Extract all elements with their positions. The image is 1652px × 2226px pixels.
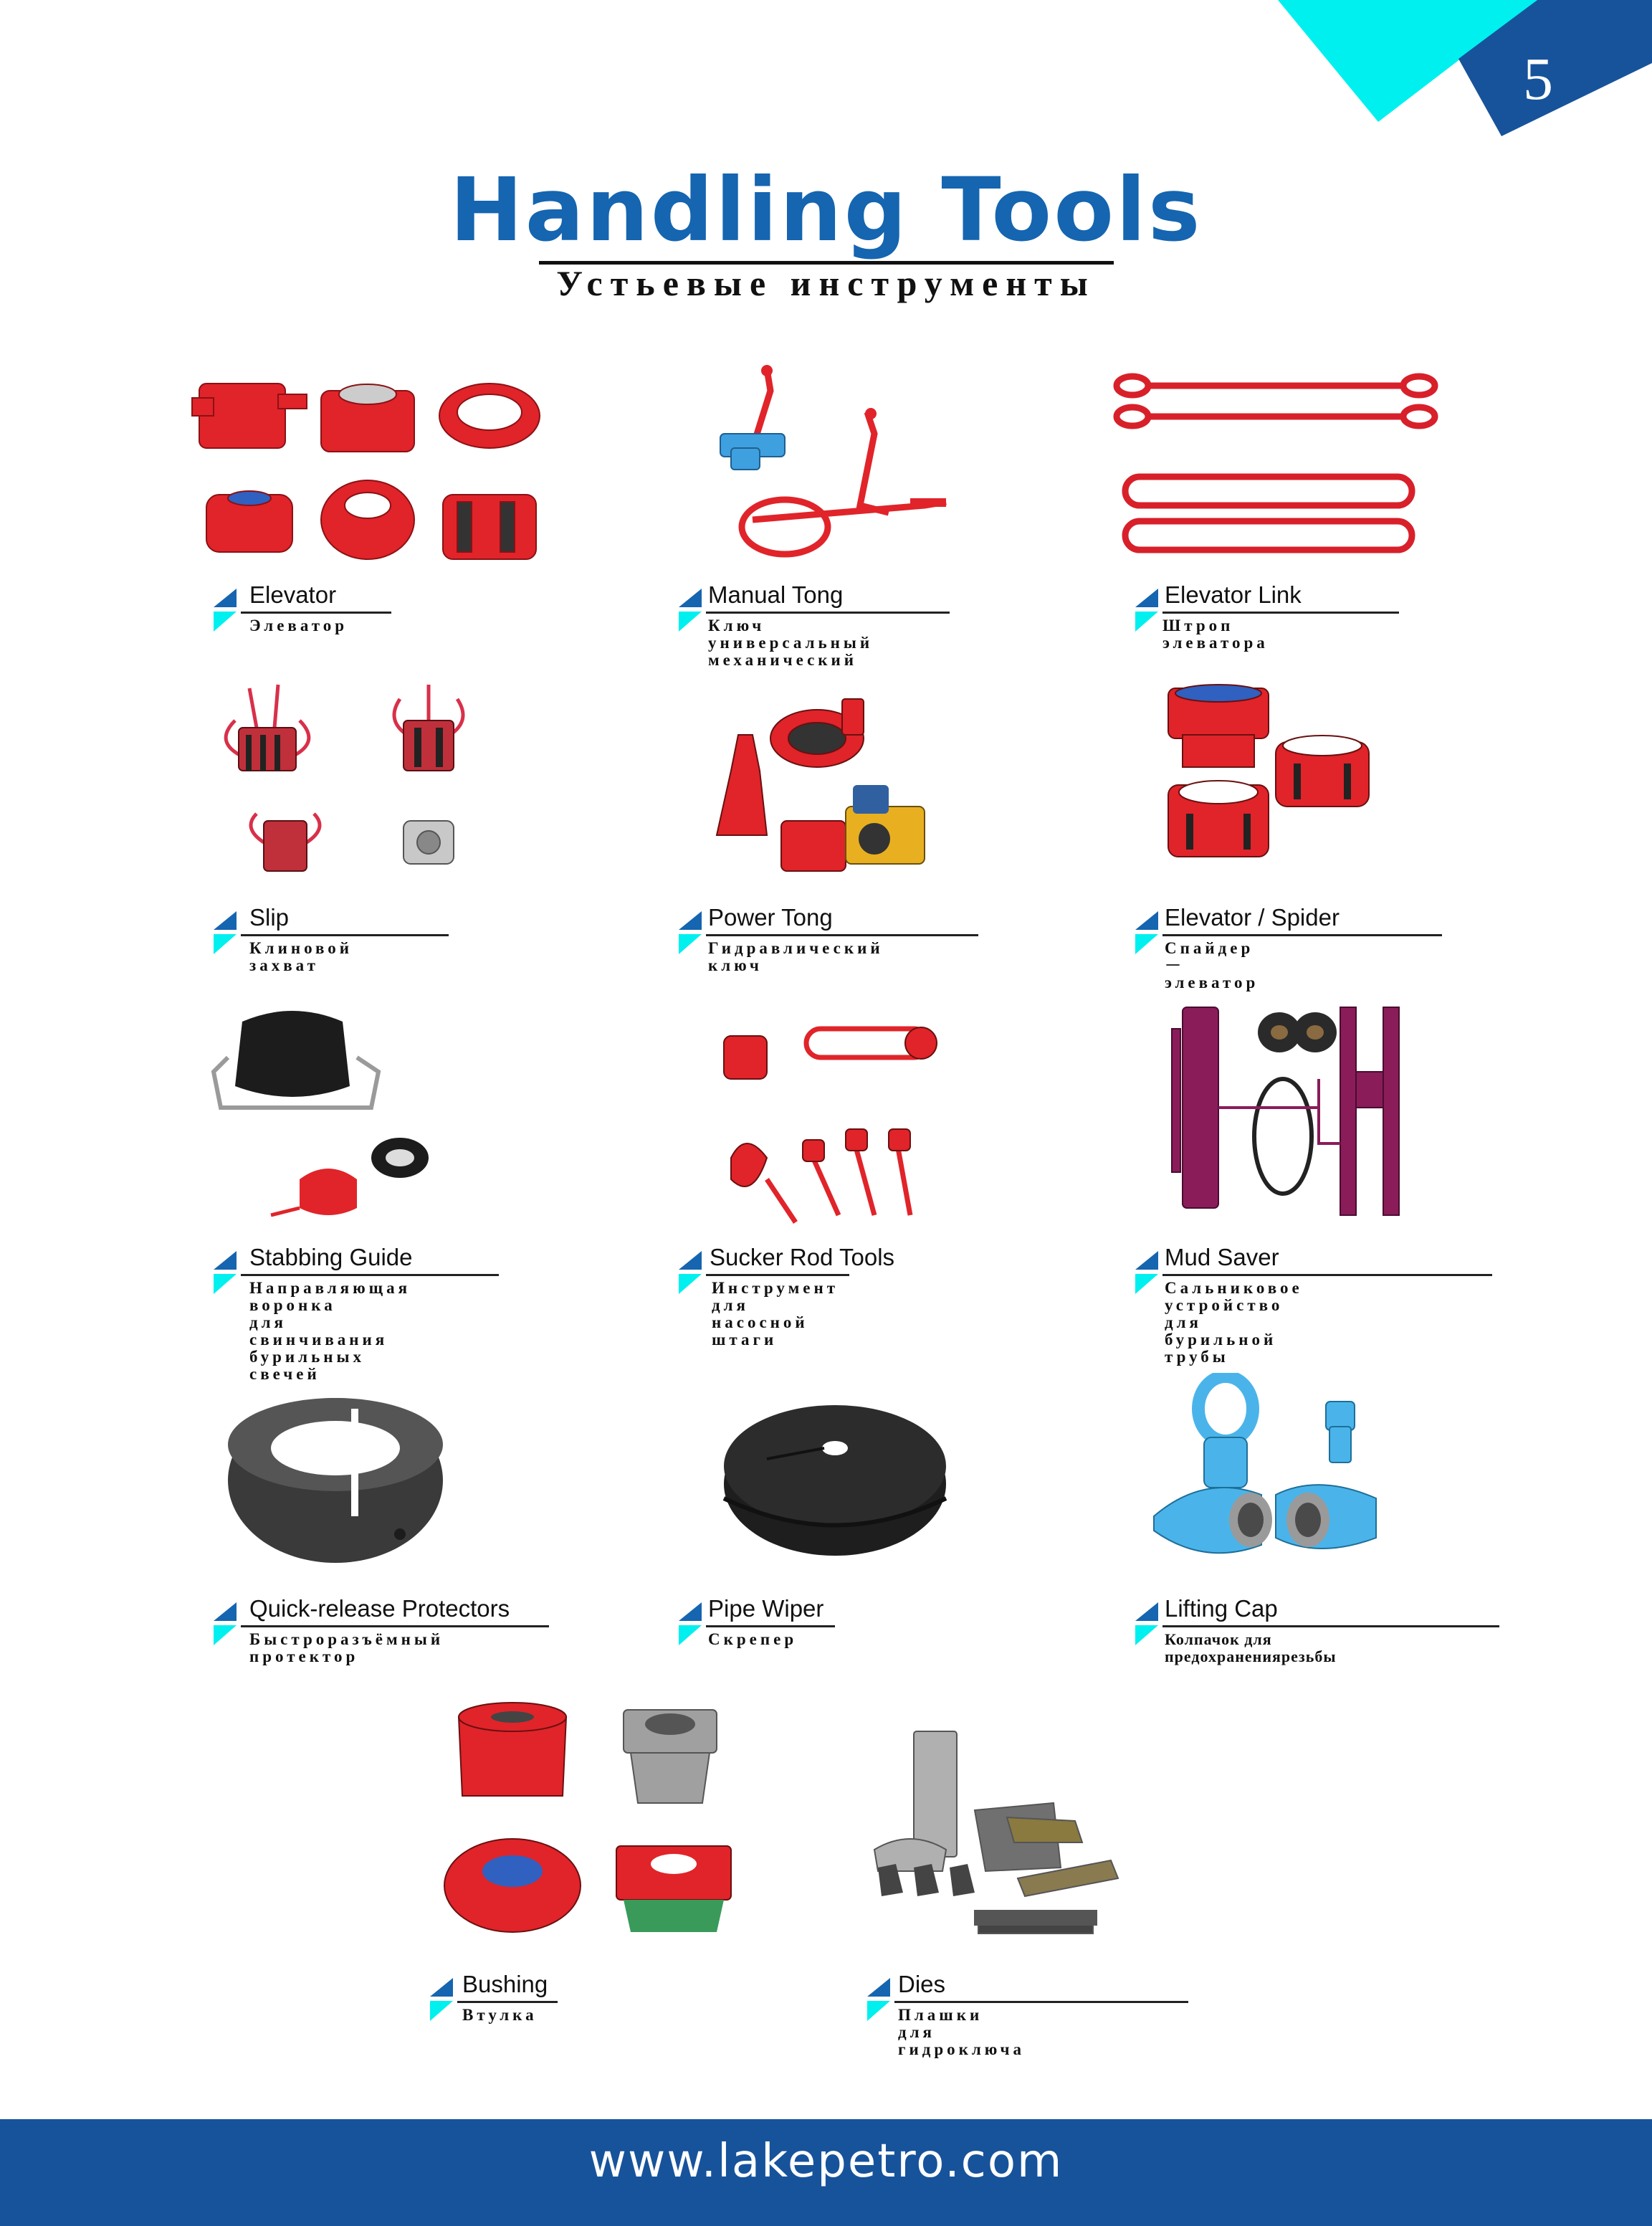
quick-release-protectors-image (185, 1373, 586, 1574)
product-card-slip[interactable] (185, 677, 558, 979)
product-divider (1162, 934, 1442, 936)
product-name-ru: Колпачок для предохранениярезьбы (1165, 1630, 1337, 1665)
product-name-ru: Направляющая воронка для свинчивания бурильных свечей (249, 1279, 411, 1383)
product-divider (1162, 1625, 1499, 1627)
bullet-icon (677, 1250, 703, 1295)
product-divider (706, 612, 950, 614)
product-divider (241, 1625, 549, 1627)
product-name: Power Tong (708, 904, 833, 931)
product-name: Lifting Cap (1165, 1595, 1278, 1622)
product-divider (241, 612, 391, 614)
page-subtitle: Устьевые инструменты (556, 263, 1096, 303)
product-name: Elevator Link (1165, 581, 1302, 608)
bullet-icon (677, 587, 703, 633)
product-card-bushing[interactable] (401, 1695, 774, 2040)
product-divider (706, 934, 978, 936)
bullet-icon (429, 1977, 454, 2022)
product-name: Elevator / Spider (1165, 904, 1340, 931)
product-divider (894, 2001, 1188, 2003)
product-card-power-tong[interactable] (645, 677, 1018, 979)
sucker-rod-tools-image (645, 1000, 1018, 1237)
product-divider (1162, 1274, 1492, 1276)
product-name-ru: Скрепер (708, 1630, 798, 1648)
bullet-icon (1134, 587, 1160, 633)
corner-decoration (1251, 0, 1652, 143)
product-name: Slip (249, 904, 290, 931)
bullet-icon (1134, 910, 1160, 956)
bullet-icon (1134, 1250, 1160, 1295)
website-link[interactable]: www.lakepetro.com (588, 2135, 1064, 2188)
product-name-ru: Ключ универсальный механический (708, 617, 874, 669)
bullet-icon (677, 910, 703, 956)
product-card-stabbing-guide[interactable] (185, 1000, 558, 1383)
product-divider (706, 1274, 849, 1276)
product-name-ru: Сальниковое устройство для бурильной трубы (1165, 1279, 1303, 1366)
product-card-elevator-link[interactable] (1104, 362, 1505, 663)
product-name: Bushing (462, 1971, 548, 1997)
product-name: Dies (898, 1971, 946, 1997)
product-divider (241, 1274, 499, 1276)
bullet-icon (212, 1250, 238, 1295)
bullet-icon (212, 910, 238, 956)
product-name-ru: Клиновой захват (249, 939, 353, 974)
product-name: Sucker Rod Tools (710, 1244, 895, 1270)
product-name-ru: Плашки для гидроключа (898, 2006, 1025, 2058)
product-name: Pipe Wiper (708, 1595, 824, 1622)
stabbing-guide-image (185, 1000, 558, 1237)
product-name: Stabbing Guide (249, 1244, 413, 1270)
pipe-wiper-image (645, 1373, 1018, 1574)
elevator-link-image (1104, 362, 1505, 577)
product-card-elevator[interactable] (185, 362, 558, 663)
page-title: Handling Tools (449, 159, 1203, 261)
bullet-icon (866, 1977, 892, 2022)
bullet-icon (1134, 1601, 1160, 1647)
product-card-sucker-rod-tools[interactable] (645, 1000, 1018, 1349)
product-card-mud-saver[interactable] (1104, 1000, 1505, 1366)
product-divider (1162, 612, 1399, 614)
product-name-ru: Штроп элеватора (1162, 617, 1269, 652)
bushing-image (401, 1695, 774, 1939)
mud-saver-image (1104, 1000, 1505, 1237)
product-divider (706, 1625, 835, 1627)
product-divider (457, 2001, 558, 2003)
product-name: Elevator (249, 581, 337, 608)
product-name-ru: Быстроразъёмный протектор (249, 1630, 444, 1665)
elevator-spider-image (1104, 677, 1505, 900)
lifting-cap-image (1104, 1373, 1505, 1574)
product-divider (241, 934, 449, 936)
product-name-ru: Гидравлический ключ (708, 939, 884, 974)
product-card-quick-release-protectors[interactable] (185, 1373, 586, 1665)
product-name-ru: Втулка (462, 2006, 538, 2024)
power-tong-image (645, 677, 1018, 900)
page-number: 5 (1523, 46, 1553, 113)
product-name: Mud Saver (1165, 1244, 1279, 1270)
product-card-elevator-spider[interactable] (1104, 677, 1505, 991)
product-name-ru: Спайдер－элеватор (1165, 939, 1259, 991)
product-card-manual-tong[interactable] (645, 362, 1018, 669)
product-name-ru: Элеватор (249, 617, 348, 634)
product-name: Manual Tong (708, 581, 844, 608)
dies-image (839, 1695, 1211, 1939)
product-card-pipe-wiper[interactable] (645, 1373, 1018, 1660)
slip-image (185, 677, 558, 900)
elevator-image (185, 362, 558, 577)
bullet-icon (212, 587, 238, 633)
product-name-ru: Инструмент для насосной штаги (712, 1279, 839, 1349)
product-card-dies[interactable] (839, 1695, 1211, 2058)
product-name: Quick-release Protectors (249, 1595, 510, 1622)
product-card-lifting-cap[interactable] (1104, 1373, 1505, 1665)
bullet-icon (212, 1601, 238, 1647)
manual-tong-image (645, 362, 1018, 577)
bullet-icon (677, 1601, 703, 1647)
